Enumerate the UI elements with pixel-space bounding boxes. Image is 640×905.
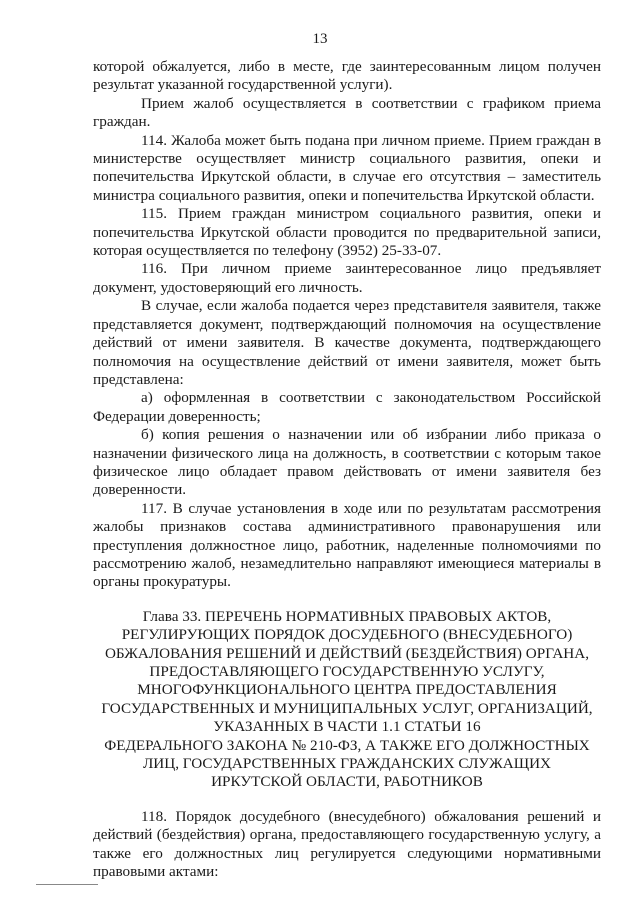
paragraphs-top <box>93 58 601 592</box>
paragraph: 116. При личном приеме заинтересованное лицо предъявляет документ, удостоверяющий его личность. <box>93 260 601 296</box>
paragraph: 118. Порядок досудебного (внесудебного) обжалования решений и действий (бездействия) органа, предоставляющего государственную услугу, а также его должностных лиц регулируется следующими нормативными правовыми актами: <box>93 807 601 881</box>
chapter-heading-line: ЛИЦ, ГОСУДАРСТВЕННЫХ ГРАЖДАНСКИХ СЛУЖАЩИХ <box>142 755 552 773</box>
chapter-heading-line: МНОГОФУНКЦИОНАЛЬНОГО ЦЕНТРА ПРЕДОСТАВЛЕНИЯ <box>137 681 557 699</box>
chapter-heading-line: ПРЕДОСТАВЛЯЮЩЕГО ГОСУДАРСТВЕННУЮ УСЛУГУ, <box>149 663 545 680</box>
paragraphs-bottom <box>93 808 601 882</box>
paragraph: а) оформленная в соответствии с законодательством Российской Федерации доверенность; <box>93 389 601 425</box>
chapter-heading-line: ОБЖАЛОВАНИЯ РЕШЕНИЙ И ДЕЙСТВИЙ (БЕЗДЕЙСТВИЯ) ОРГАНА, <box>104 644 590 662</box>
chapter-heading <box>93 608 601 792</box>
chapter-heading-line: УКАЗАННЫХ В ЧАСТИ 1.1 СТАТЬИ 16 <box>213 718 481 736</box>
paragraph: 117. В случае установления в ходе или по результатам рассмотрения жалобы признаков состава административного правонарушения или преступления должностное лицо, работник, наделенные полномочиями по рассмотрению жалоб, незамедлительно направляют имеющиеся материалы в органы прокуратуры. <box>93 499 601 591</box>
document-body <box>93 58 601 881</box>
paragraph: В случае, если жалоба подается через представителя заявителя, также представляется документ, подтверждающий полномочия на осуществление действий от имени заявителя. В качестве документа, подтверждающего полномочия на осуществление действий от имени заявителя, может быть представлена: <box>93 297 601 388</box>
chapter-heading-line: ФЕДЕРАЛЬНОГО ЗАКОНА № 210-ФЗ, А ТАКЖЕ ЕГО ДОЛЖНОСТНЫХ <box>104 736 590 754</box>
chapter-heading-line: Глава 33. ПЕРЕЧЕНЬ НОРМАТИВНЫХ ПРАВОВЫХ АКТОВ, <box>142 607 552 625</box>
footnote-rule <box>36 884 98 885</box>
paragraph: 114. Жалоба может быть подана при личном приеме. Прием граждан в министерстве осуществляет министр социального развития, опеки и попечительства Иркутской области, в случае его отсутствия – заместитель министра социального развития, опеки и попечительства Иркутской области. <box>93 131 601 204</box>
paragraph: б) копия решения о назначении или об избрании либо приказа о назначении физического лица на должность, в соответствии с которым такое физическое лицо обладает правом действовать от имени заявителя без доверенности. <box>93 426 601 499</box>
paragraph: 115. Прием граждан министром социального развития, опеки и попечительства Иркутской области проводится по предварительной записи, которая осуществляется по телефону (3952) 25-33-07. <box>93 205 601 260</box>
chapter-heading-line: ИРКУТСКОЙ ОБЛАСТИ, РАБОТНИКОВ <box>211 773 483 791</box>
chapter-heading-line: РЕГУЛИРУЮЩИХ ПОРЯДОК ДОСУДЕБНОГО (ВНЕСУДЕБНОГО) <box>121 626 573 644</box>
paragraph: которой обжалуется, либо в месте, где заинтересованным лицом получен результат указанной государственной услуги). <box>93 58 601 94</box>
chapter-heading-line: ГОСУДАРСТВЕННЫХ И МУНИЦИПАЛЬНЫХ УСЛУГ, ОРГАНИЗАЦИЙ, <box>101 699 593 717</box>
paragraph: Прием жалоб осуществляется в соответствии с графиком приема граждан. <box>93 94 601 131</box>
page-number: 13 <box>312 31 328 47</box>
